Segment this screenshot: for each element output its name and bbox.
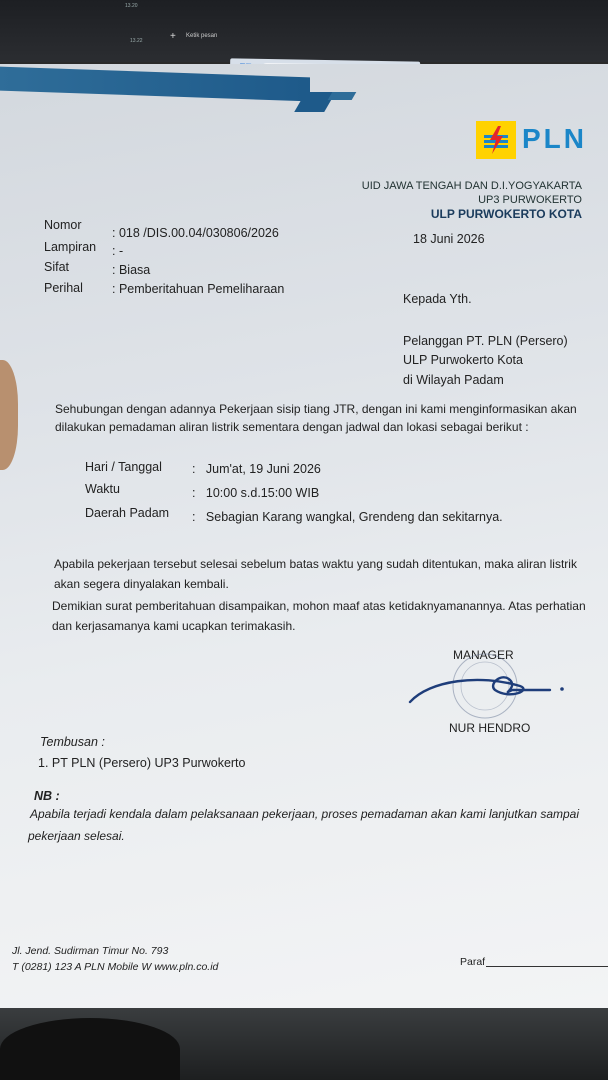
desk-background (0, 1008, 608, 1080)
nb-text: pekerjaan selesai. (28, 829, 125, 843)
tembusan-heading: Tembusan : (40, 735, 105, 749)
schedule-value: : 10:00 s.d.15:00 WIB (192, 486, 320, 500)
waktu-value: 10:00 s.d.15:00 WIB (205, 486, 320, 500)
lampiran-value: - (118, 244, 124, 258)
schedule-label: Hari / Tanggal (85, 460, 162, 474)
nb-text: Apabila terjadi kendala dalam pelaksanaan pekerjaan, proses pemadaman akan kami lanjutkan sampai (30, 807, 580, 821)
bag-photo (0, 1018, 180, 1080)
letter-date: 18 Juni 2026 (413, 232, 485, 246)
footer-contact: T (0281) 123 A PLN Mobile W www.pln.co.id (12, 961, 219, 973)
nb-heading: NB : (34, 789, 60, 803)
body-paragraph: Sehubungan dengan adannya Pekerjaan sisip tiang JTR, dengan ini kami menginformasikan akan (55, 402, 577, 416)
meta-label: Sifat (44, 260, 70, 274)
meta-value: : Pemberitahuan Pemeliharaan (112, 282, 285, 296)
schedule-label: Daerah Padam (85, 506, 170, 520)
signature-title: MANAGER (453, 648, 514, 662)
body-paragraph: dan kerjasamanya kami ucapkan terimakasih. (52, 619, 296, 633)
hari-value: Jum'at, 19 Juni 2026 (205, 462, 321, 476)
sifat-value: Biasa (118, 263, 151, 277)
pln-logo-icon (476, 121, 516, 159)
unit-line-3: ULP PURWOKERTO KOTA (430, 207, 582, 221)
tembusan-item: 1. PT PLN (Persero) UP3 Purwokerto (38, 756, 246, 770)
clock-text: 13.20 (125, 3, 138, 9)
recipient-line: di Wilayah Padam (403, 373, 504, 387)
meta-label: Lampiran (44, 240, 97, 254)
meta-label: Nomor (44, 218, 82, 232)
logo-text: PLN (522, 123, 587, 154)
unit-line-2: UP3 PURWOKERTO (478, 194, 582, 206)
body-paragraph: Apabila pekerjaan tersebut selesai sebelum batas waktu yang sudah ditentukan, maka aliran listrik (54, 557, 577, 571)
signature-name: NUR HENDRO (449, 721, 531, 735)
paraf-label: Paraf (460, 956, 486, 968)
meta-value: : - (112, 244, 124, 258)
body-paragraph: akan segera dinyalakan kembali. (54, 577, 229, 591)
paraf-line (486, 966, 608, 967)
recipient-line: Pelanggan PT. PLN (Persero) (403, 334, 568, 348)
header-band-accent-2 (328, 92, 357, 100)
schedule-value: : Jum'at, 19 Juni 2026 (192, 462, 321, 476)
plus-icon: + (170, 31, 176, 42)
meta-value: : Biasa (112, 263, 151, 277)
schedule-label: Waktu (85, 482, 120, 496)
meta-label: Perihal (44, 281, 83, 295)
schedule-value: : Sebagian Karang wangkal, Grendeng dan sekitarnya. (192, 510, 503, 524)
chat-input-label: Ketik pesan (186, 33, 218, 39)
unit-line-1: UID JAWA TENGAH DAN D.I.YOGYAKARTA (361, 180, 582, 192)
body-paragraph: dilakukan pemadaman aliran listrik sementara dengan jadwal dan lokasi sebagai berikut : (55, 420, 529, 434)
footer-address: Jl. Jend. Sudirman Timur No. 793 (12, 945, 169, 957)
clock-text-2: 13.22 (130, 38, 143, 44)
meta-value: : 018 /DIS.00.04/030806/2026 (112, 226, 279, 240)
recipient-salutation: Kepada Yth. (403, 292, 472, 306)
daerah-value: Sebagian Karang wangkal, Grendeng dan sekitarnya. (205, 510, 503, 524)
nomor-value: 018 /DIS.00.04/030806/2026 (118, 226, 279, 240)
perihal-value: Pemberitahuan Pemeliharaan (118, 282, 285, 296)
recipient-line: ULP Purwokerto Kota (403, 353, 523, 367)
monitor-background (0, 0, 608, 62)
body-paragraph: Demikian surat pemberitahuan disampaikan, mohon maaf atas ketidaknyamanannya. Atas perhatian (52, 599, 586, 613)
